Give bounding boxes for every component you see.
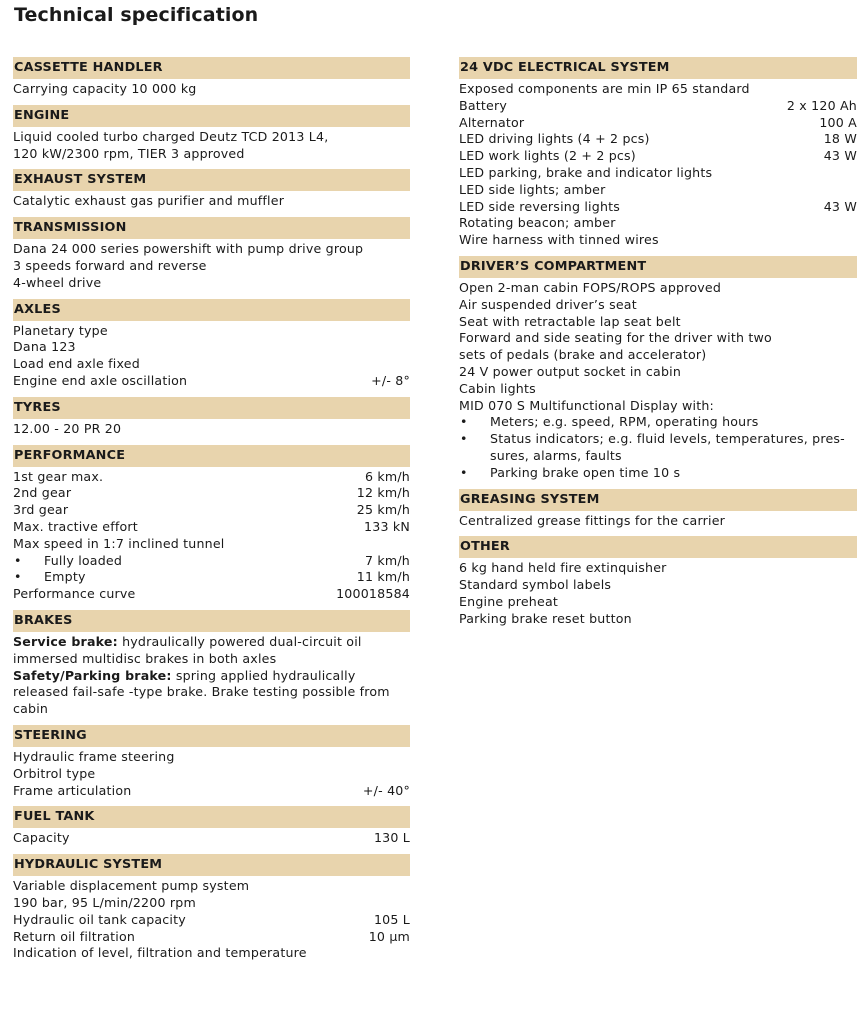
spec-row [13, 258, 410, 275]
spec-value: 12 km/h [356, 485, 410, 501]
spec-row [459, 199, 857, 216]
section-greasing-system [459, 489, 857, 530]
spec-label: Status indicators; e.g. fluid levels, temperatures, pres- [490, 431, 845, 447]
spec-label: 3 speeds forward and reverse [13, 257, 207, 273]
spec-value: 100 A [819, 114, 857, 130]
spec-row [13, 783, 410, 800]
spec-row [13, 895, 410, 912]
spec-bullet-item [459, 431, 845, 448]
section-cassette-handler [13, 57, 410, 98]
section-heading: 24 VDC ELECTRICAL SYSTEM [459, 57, 857, 79]
spec-value: +/- 8° [371, 372, 410, 388]
spec-row [13, 830, 410, 847]
spec-row [13, 519, 410, 536]
spec-row [13, 929, 410, 946]
spec-bullet-item [459, 448, 622, 465]
left-column [13, 57, 410, 969]
spec-label: 120 kW/2300 rpm, TIER 3 approved [13, 145, 245, 161]
spec-bullet-item [13, 569, 86, 586]
service-brake-text [13, 634, 410, 668]
spec-label: Cabin lights [459, 380, 536, 396]
spec-label: Liquid cooled turbo charged Deutz TCD 2013 L4, [13, 128, 329, 144]
section-heading: DRIVER’S COMPARTMENT [459, 256, 857, 278]
spec-label: Indication of level, filtration and temperature [13, 945, 307, 961]
section-heading: BRAKES [13, 610, 410, 632]
page-title: Technical specification [14, 4, 259, 26]
spec-label: Max. tractive effort [13, 518, 138, 534]
spec-row [13, 323, 410, 340]
spec-label: 2nd gear [13, 485, 72, 501]
spec-label: Frame articulation [13, 782, 132, 798]
spec-row [459, 414, 857, 431]
spec-value: 105 L [373, 911, 410, 927]
spec-value: 2 x 120 Ah [786, 97, 857, 113]
spec-label: LED side lights; amber [459, 181, 606, 197]
spec-row [13, 241, 410, 258]
spec-row [13, 586, 410, 603]
spec-label: Engine preheat [459, 593, 558, 609]
spec-label: Battery [459, 97, 508, 113]
spec-label: Parking brake open time 10 s [490, 464, 681, 480]
spec-row [13, 553, 410, 570]
section-heading: STEERING [13, 725, 410, 747]
spec-bullet-item [459, 414, 758, 431]
spec-label: Dana 123 [13, 339, 76, 355]
spec-label: Centralized grease fittings for the carrier [459, 512, 726, 528]
spec-row [13, 502, 410, 519]
spec-label: 6 kg hand held fire extinquisher [459, 560, 667, 576]
spec-row [459, 98, 857, 115]
spec-value: 130 L [373, 830, 410, 846]
spec-label: Fully loaded [44, 552, 123, 568]
spec-label: Rotating beacon; amber [459, 215, 616, 231]
spec-row [459, 513, 857, 530]
section-axles [13, 299, 410, 390]
spec-row [459, 560, 857, 577]
spec-row [13, 569, 410, 586]
spec-value: 10 µm [368, 928, 410, 944]
bullet-icon: • [460, 431, 468, 447]
spec-value: 25 km/h [356, 502, 410, 518]
spec-row [459, 347, 857, 364]
spec-row [13, 146, 410, 163]
spec-label: LED work lights (2 + 2 pcs) [459, 148, 636, 164]
spec-row [13, 878, 410, 895]
spec-label: 24 V power output socket in cabin [459, 363, 682, 379]
spec-value: 6 km/h [364, 468, 410, 484]
spec-row [459, 81, 857, 98]
spec-row [459, 148, 857, 165]
section-electrical-system [459, 57, 857, 249]
spec-label: Air suspended driver’s seat [459, 296, 637, 312]
section-engine [13, 105, 410, 163]
spec-label: Carrying capacity 10 000 kg [13, 81, 197, 96]
section-heading: CASSETTE HANDLER [13, 57, 410, 79]
service-brake-description: hydraulically powered dual-circuit oil immersed multidisc brakes in both axles [13, 633, 362, 666]
spec-row [459, 364, 857, 381]
spec-row [459, 381, 857, 398]
right-column [459, 57, 857, 635]
spec-label: Empty [44, 569, 86, 585]
spec-row [459, 594, 857, 611]
spec-label: Meters; e.g. speed, RPM, operating hours [490, 414, 759, 430]
section-heading: TYRES [13, 397, 410, 419]
spec-label: sets of pedals (brake and accelerator) [459, 347, 707, 363]
spec-label: Capacity [13, 830, 70, 846]
section-heading: PERFORMANCE [13, 445, 410, 467]
spec-row [459, 398, 857, 415]
spec-row [13, 81, 410, 98]
spec-row [459, 431, 857, 448]
spec-row [13, 536, 410, 553]
spec-row [13, 749, 410, 766]
spec-label: Load end axle fixed [13, 356, 140, 372]
spec-value: +/- 40° [362, 782, 410, 798]
spec-label: 1st gear max. [13, 468, 104, 484]
spec-label: MID 070 S Multifunctional Display with: [459, 397, 714, 413]
spec-row [459, 215, 857, 232]
spec-row [13, 275, 410, 292]
spec-row [459, 182, 857, 199]
section-hydraulic-system [13, 854, 410, 962]
spec-row [459, 448, 857, 465]
spec-value: 11 km/h [356, 569, 410, 585]
spec-label: Planetary type [13, 322, 108, 338]
bullet-icon: • [460, 414, 468, 430]
spec-value: 100018584 [336, 586, 410, 602]
spec-label: 4-wheel drive [13, 274, 102, 290]
spec-label: LED driving lights (4 + 2 pcs) [459, 131, 650, 147]
spec-value: 43 W [823, 198, 857, 214]
section-drivers-compartment [459, 256, 857, 482]
bullet-icon: • [14, 569, 22, 585]
spec-label: Forward and side seating for the driver with two [459, 330, 772, 346]
spec-row [13, 912, 410, 929]
section-heading: FUEL TANK [13, 806, 410, 828]
spec-row [13, 129, 410, 146]
spec-label: LED parking, brake and indicator lights [459, 164, 713, 180]
spec-row [459, 465, 857, 482]
spec-row [459, 280, 857, 297]
section-heading: TRANSMISSION [13, 217, 410, 239]
spec-label: Catalytic exhaust gas purifier and muffler [13, 193, 285, 209]
bullet-icon [459, 448, 490, 465]
spec-label: Exposed components are min IP 65 standard [459, 81, 750, 96]
spec-label: Alternator [459, 114, 525, 130]
spec-row [13, 373, 410, 390]
bullet-icon: • [14, 552, 22, 568]
spec-label: Seat with retractable lap seat belt [459, 313, 681, 329]
safety-brake-label: Safety/Parking brake: [13, 667, 172, 683]
spec-label: Engine end axle oscillation [13, 372, 188, 388]
spec-row [459, 165, 857, 182]
spec-label: Hydraulic frame steering [13, 748, 175, 764]
spec-label: Standard symbol labels [459, 577, 612, 593]
section-heading: ENGINE [13, 105, 410, 127]
section-heading: EXHAUST SYSTEM [13, 169, 410, 191]
safety-brake-description: spring applied hydraulically released fail-safe -type brake. Brake testing possible from cabin [13, 667, 390, 717]
spec-value: 7 km/h [364, 552, 410, 568]
section-transmission [13, 217, 410, 291]
section-heading: HYDRAULIC SYSTEM [13, 854, 410, 876]
spec-bullet-item [459, 465, 680, 482]
spec-row [459, 115, 857, 132]
section-performance [13, 445, 410, 603]
spec-label: Return oil filtration [13, 928, 136, 944]
spec-value: 43 W [823, 148, 857, 164]
spec-row [13, 339, 410, 356]
spec-label: Orbitrol type [13, 765, 96, 781]
spec-label: Dana 24 000 series powershift with pump drive group [13, 241, 364, 257]
spec-label: sures, alarms, faults [490, 447, 622, 463]
spec-label: Hydraulic oil tank capacity [13, 911, 186, 927]
section-heading: GREASING SYSTEM [459, 489, 857, 511]
spec-label: Variable displacement pump system [13, 878, 250, 894]
spec-row [13, 193, 410, 210]
spec-label: LED side reversing lights [459, 198, 621, 214]
spec-row [13, 485, 410, 502]
section-heading: AXLES [13, 299, 410, 321]
spec-label: Performance curve [13, 586, 136, 602]
spec-label: 12.00 - 20 PR 20 [13, 420, 122, 436]
spec-row [459, 314, 857, 331]
bullet-icon: • [460, 464, 468, 480]
spec-row [459, 131, 857, 148]
spec-row [13, 356, 410, 373]
spec-label: 3rd gear [13, 502, 69, 518]
spec-row [459, 297, 857, 314]
spec-row [459, 577, 857, 594]
spec-row [459, 232, 857, 249]
spec-row [13, 766, 410, 783]
spec-label: Open 2-man cabin FOPS/ROPS approved [459, 279, 722, 295]
section-brakes [13, 610, 410, 718]
spec-label: Parking brake reset button [459, 610, 632, 626]
section-heading: OTHER [459, 536, 857, 558]
section-steering [13, 725, 410, 799]
spec-label: Wire harness with tinned wires [459, 232, 659, 248]
section-exhaust-system [13, 169, 410, 210]
spec-row [13, 421, 410, 438]
safety-brake-text [13, 668, 410, 718]
spec-row [459, 611, 857, 628]
spec-row [13, 469, 410, 486]
spec-value: 133 kN [364, 518, 410, 534]
spec-label: 190 bar, 95 L/min/2200 rpm [13, 894, 196, 910]
section-fuel-tank [13, 806, 410, 847]
section-other [459, 536, 857, 627]
section-tyres [13, 397, 410, 438]
spec-row [459, 330, 857, 347]
spec-value: 18 W [823, 131, 857, 147]
spec-label: Max speed in 1:7 inclined tunnel [13, 535, 225, 551]
spec-row [13, 945, 410, 962]
spec-bullet-item [13, 553, 122, 570]
service-brake-label: Service brake: [13, 633, 118, 649]
